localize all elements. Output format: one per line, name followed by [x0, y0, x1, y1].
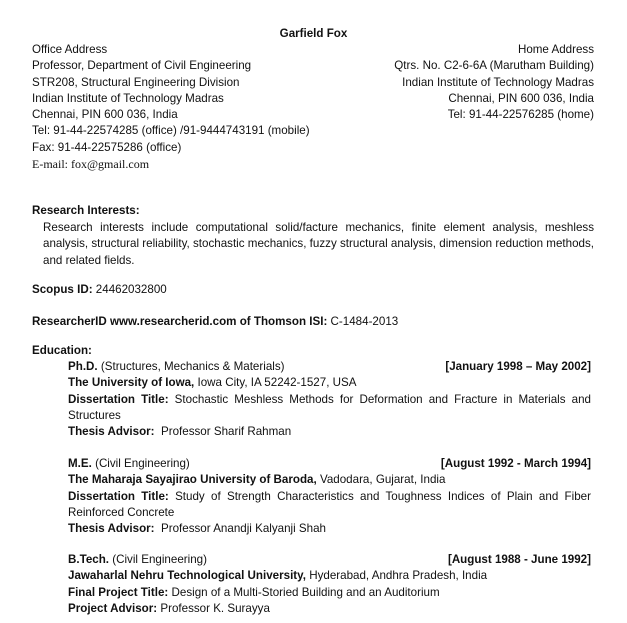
- home-line: Qtrs. No. C2-6-6A (Marutham Building): [394, 59, 594, 73]
- dates: [August 1992 - March 1994]: [440, 457, 591, 470]
- email: E-mail: fox@gmail.com: [32, 157, 150, 172]
- thesis-title: Study of Strength Characteristics and Toughness Indices of Plain and Fiber Reinforced Concrete: [68, 489, 591, 519]
- researcher-id: [32, 314, 594, 330]
- office-address-heading: Office Address: [32, 43, 108, 56]
- location: Hyderabad, Andhra Pradesh, India: [309, 569, 488, 583]
- education-heading: Education:: [32, 344, 92, 357]
- home-line: Chennai, PIN 600 036, India: [448, 91, 594, 105]
- home-address-heading: Home Address: [517, 43, 594, 56]
- advisor: Professor Anandji Kalyanji Shah: [161, 522, 326, 536]
- scopus-label: Scopus ID:: [32, 283, 93, 296]
- dates: [August 1988 - June 1992]: [447, 553, 591, 566]
- office-line: STR208, Structural Engineering Division: [32, 75, 240, 89]
- location: Vadodara, Gujarat, India: [319, 473, 446, 487]
- university: Jawaharlal Nehru Technological University,: [68, 569, 306, 583]
- scopus-value: 24462032800: [95, 283, 167, 296]
- thesis-label: Dissertation Title:: [68, 489, 169, 503]
- thesis-label: Dissertation Title:: [68, 392, 169, 406]
- office-line: Chennai, PIN 600 036, India: [32, 108, 178, 122]
- university: The University of Iowa,: [68, 376, 195, 390]
- field: (Civil Engineering): [112, 553, 207, 566]
- office-line: Professor, Department of Civil Engineering: [32, 59, 252, 73]
- cv-name: Garfield Fox: [279, 27, 348, 40]
- advisor-label: Thesis Advisor:: [68, 522, 155, 536]
- office-fax: Fax: 91-44-22575286 (office): [32, 140, 182, 154]
- university: The Maharaja Sayajirao University of Baroda,: [68, 473, 317, 487]
- advisor: Professor K. Surayya: [160, 601, 270, 615]
- home-line: Indian Institute of Technology Madras: [402, 75, 594, 89]
- researcherid-value: C-1484-2013: [330, 315, 399, 328]
- dates: [January 1998 – May 2002]: [445, 360, 591, 373]
- research-interests-text: Research interests include computational solid/facture mechanics, finite element analysis, meshless analysis, structural reliability, stochastic mechanics, fuzzy structural analysis, dimension reduction methods, and related fields.: [43, 221, 594, 267]
- education-entry: [68, 359, 591, 440]
- office-phone: Tel: 91-44-22574285 (office) /91-9444743191 (mobile): [32, 124, 310, 138]
- advisor: Professor Sharif Rahman: [161, 425, 292, 439]
- degree: B.Tech.: [68, 553, 110, 566]
- thesis-title: Design of a Multi-Storied Building and an Auditorium: [171, 585, 440, 599]
- location: Iowa City, IA 52242-1527, USA: [197, 376, 357, 390]
- home-line: Tel: 91-44-22576285 (home): [447, 108, 594, 122]
- scopus-id: [32, 282, 594, 298]
- researcherid-label: ResearcherID www.researcherid.com of Thomson ISI:: [32, 315, 328, 328]
- thesis-title: Stochastic Meshless Methods for Deformation and Fracture in Materials and Structures: [68, 392, 591, 422]
- thesis-label: Final Project Title:: [68, 585, 169, 599]
- degree: M.E.: [68, 457, 92, 470]
- research-interests-heading: Research Interests:: [32, 204, 140, 217]
- office-line: Indian Institute of Technology Madras: [32, 91, 224, 105]
- advisor-label: Thesis Advisor:: [68, 425, 155, 439]
- education-entry: [68, 552, 591, 617]
- advisor-label: Project Advisor:: [68, 601, 158, 615]
- field: (Civil Engineering): [95, 457, 190, 470]
- address-block: [32, 42, 594, 172]
- education-entry: [68, 456, 591, 537]
- field: (Structures, Mechanics & Materials): [100, 360, 285, 373]
- degree: Ph.D.: [68, 360, 98, 373]
